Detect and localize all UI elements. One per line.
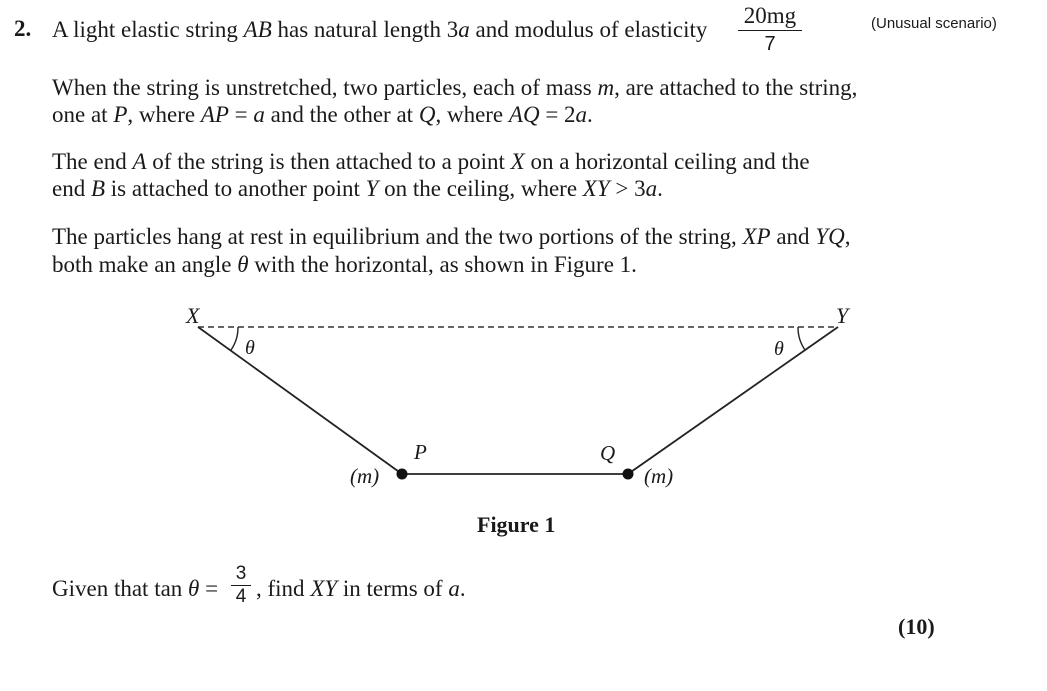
- mass-label-right: (m): [644, 464, 674, 488]
- mass-label-left: (m): [350, 464, 380, 488]
- intro-text: A light elastic string AB has natural length 3a and modulus of elasticity: [52, 17, 708, 42]
- paragraph-3-line-2: both make an angle θ with the horizontal, as shown in Figure 1.: [52, 252, 637, 277]
- label-x: X: [186, 303, 200, 328]
- given-suffix: , find XY in terms of a.: [256, 576, 466, 601]
- figure-caption: Figure 1: [477, 512, 556, 537]
- particle-p: [397, 469, 408, 480]
- given-numerator: 3: [235, 563, 247, 584]
- paragraph-1-line-1: When the string is unstretched, two particles, each of mass m, are attached to the string,: [52, 75, 858, 100]
- string-qy: [628, 327, 838, 474]
- paragraph-3-line-1: The particles hang at rest in equilibrium and the two portions of the string, XP and YQ,: [52, 224, 851, 249]
- label-y: Y: [836, 303, 849, 328]
- paragraph-2-line-2: end B is attached to another point Y on the ceiling, where XY > 3a.: [52, 176, 663, 201]
- given-fraction: [231, 563, 251, 608]
- angle-label-left: θ: [245, 337, 255, 359]
- angle-arc-left: [231, 327, 238, 350]
- question-number: 2.: [14, 16, 32, 41]
- given-prefix: Given that tan θ =: [52, 576, 219, 601]
- string-xp: [198, 327, 402, 474]
- particle-q: [623, 469, 634, 480]
- angle-arc-right: [798, 327, 805, 350]
- marks: (10): [898, 614, 935, 639]
- given-denominator: 4: [235, 586, 247, 607]
- label-q: Q: [600, 441, 616, 465]
- paragraph-2-line-1: The end A of the string is then attached to a point X on a horizontal ceiling and the: [52, 149, 810, 174]
- angle-label-right: θ: [774, 338, 784, 360]
- scenario-tag: (Unusual scenario): [871, 15, 997, 32]
- modulus-numerator: 20mg: [743, 3, 797, 28]
- modulus-denominator: 7: [764, 33, 776, 55]
- paragraph-1-line-2: one at P, where AP = a and the other at Q, where AQ = 2a.: [52, 102, 593, 127]
- label-p: P: [414, 440, 427, 464]
